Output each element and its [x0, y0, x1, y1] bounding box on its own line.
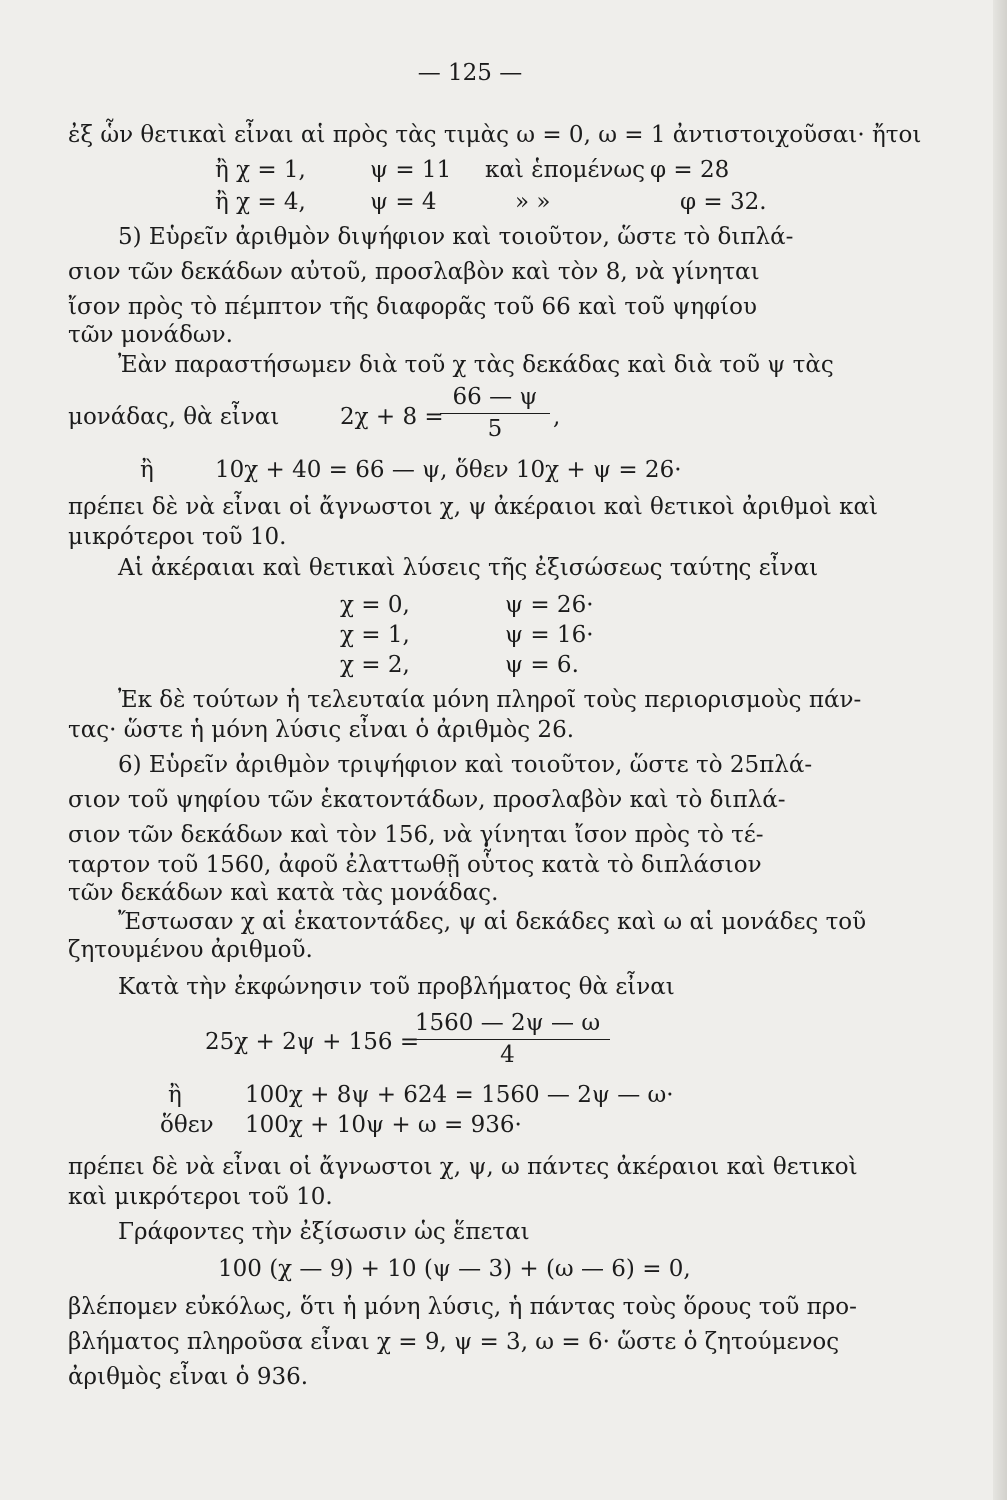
equation-part: 2χ + 8 = — [340, 404, 444, 430]
equation-part: » » — [515, 189, 551, 215]
text-line: Αἱ ἀκέραιαι καὶ θετικαὶ λύσεις τῆς ἐξισώσεως ταύτης εἶναι — [118, 555, 819, 581]
text-line: καὶ μικρότεροι τοῦ 10. — [68, 1184, 333, 1210]
equation-part: 25χ + 2ψ + 156 = — [205, 1029, 420, 1055]
text-line: ζητουμένου ἀριθμοῦ. — [68, 937, 313, 963]
text-line: ἐξ ὧν θετικαὶ εἶναι αἱ πρὸς τὰς τιμὰς ω = 0, ω = 1 ἀντιστοιχοῦσαι· ἤτοι — [68, 122, 922, 148]
text-line: ἀριθμὸς εἶναι ὁ 936. — [68, 1364, 309, 1390]
text-line: ἴσον πρὸς τὸ πέμπτον τῆς διαφορᾶς τοῦ 66 καὶ τοῦ ψηφίου — [68, 294, 757, 320]
fraction-numerator: 1560 — 2ψ — ω — [414, 1010, 601, 1036]
equation-part: ὅθεν 10χ + ψ = 26· — [455, 457, 682, 483]
equation-part: ψ = 11 — [370, 157, 452, 183]
text-line: Ἔστωσαν χ αἱ ἑκατοντάδες, ψ αἱ δεκάδες καὶ ω αἱ μονάδες τοῦ — [118, 909, 867, 935]
text-line: 6) Εὑρεῖν ἀριθμὸν τριψήφιον καὶ τοιοῦτον, ὥστε τὸ 25πλά- — [118, 752, 813, 778]
equation-part: ὅθεν — [160, 1112, 214, 1138]
text-line: Ἐὰν παραστήσωμεν διὰ τοῦ χ τὰς δεκάδας καὶ διὰ τοῦ ψ τὰς — [118, 352, 834, 378]
equation-part: ψ = 16· — [505, 622, 594, 648]
equation-part: 100χ + 8ψ + 624 = 1560 — 2ψ — ω· — [245, 1082, 674, 1108]
text-line: Κατὰ τὴν ἐκφώνησιν τοῦ προβλήματος θὰ εἶναι — [118, 974, 675, 1000]
text-line: 5) Εὑρεῖν ἀριθμὸν διψήφιον καὶ τοιοῦτον, ὥστε τὸ διπλά- — [118, 224, 794, 250]
equation-part: χ = 2, — [340, 652, 410, 678]
text-line: βλέπομεν εὐκόλως, ὅτι ἡ μόνη λύσις, ἡ πάντας τοὺς ὅρους τοῦ προ- — [68, 1294, 857, 1320]
fraction-denominator: 4 — [500, 1042, 515, 1068]
equation-part: χ = 1, — [340, 622, 410, 648]
equation-part: καὶ ἑπομένως — [485, 157, 646, 183]
text-line: πρέπει δὲ νὰ εἶναι οἱ ἄγνωστοι χ, ψ, ω πάντες ἀκέραιοι καὶ θετικοὶ — [68, 1154, 858, 1180]
text-line: σιον τῶν δεκάδων καὶ τὸν 156, νὰ γίνηται ἴσον πρὸς τὸ τέ- — [68, 822, 764, 848]
equation-part: φ = 28 — [650, 157, 730, 183]
text-line: βλήματος πληροῦσα εἶναι χ = 9, ψ = 3, ω = 6· ὥστε ὁ ζητούμενος — [68, 1329, 840, 1355]
text-line: μονάδας, θὰ εἶναι — [68, 404, 280, 430]
equation-part: φ = 32. — [680, 189, 767, 215]
fraction-numerator: 66 — ψ — [452, 384, 538, 410]
equation-part: χ = 0, — [340, 592, 410, 618]
equation-part: ψ = 6. — [505, 652, 579, 678]
text-line: μικρότεροι τοῦ 10. — [68, 524, 287, 550]
text-line: τῶν μονάδων. — [68, 322, 233, 348]
text-line: ταρτον τοῦ 1560, ἀφοῦ ἐλαττωθῇ οὗτος κατὰ τὸ διπλάσιον — [68, 852, 762, 878]
text-line: σιον τοῦ ψηφίου τῶν ἑκατοντάδων, προσλαβὸν καὶ τὸ διπλά- — [68, 787, 786, 813]
page-number: — 125 — — [417, 60, 523, 86]
equation-part: ἢ χ = 1, — [215, 157, 306, 183]
equation-part: ἢ — [168, 1082, 182, 1108]
equation-part: 100 (χ — 9) + 10 (ψ — 3) + (ω — 6) = 0, — [218, 1256, 691, 1282]
text-line: Γράφοντες τὴν ἐξίσωσιν ὡς ἕπεται — [118, 1219, 530, 1245]
equation-part: ψ = 4 — [370, 189, 437, 215]
equation-part: 100χ + 10ψ + ω = 936· — [245, 1112, 522, 1138]
text-line: σιον τῶν δεκάδων αὐτοῦ, προσλαβὸν καὶ τὸν 8, νὰ γίνηται — [68, 259, 760, 285]
equation-part: ἢ χ = 4, — [215, 189, 306, 215]
fraction-denominator: 5 — [487, 416, 503, 442]
equation-part: ψ = 26· — [505, 592, 594, 618]
text-line: πρέπει δὲ νὰ εἶναι οἱ ἄγνωστοι χ, ψ ἀκέραιοι καὶ θετικοὶ ἀριθμοὶ καὶ — [68, 494, 879, 520]
fraction — [405, 1008, 610, 1070]
text-line: Ἐκ δὲ τούτων ἡ τελευταία μόνη πληροῖ τοὺς περιορισμοὺς πάν- — [118, 687, 862, 713]
text-line: τας· ὥστε ἡ μόνη λύσις εἶναι ὁ ἀριθμὸς 26. — [68, 717, 575, 743]
equation-part: 10χ + 40 = 66 — ψ, — [215, 457, 448, 483]
text-line: τῶν δεκάδων καὶ κατὰ τὰς μονάδας. — [68, 880, 499, 906]
page-edge-shadow — [993, 0, 1007, 1500]
equation-part: ἢ — [140, 457, 154, 483]
equation-part: , — [553, 404, 561, 430]
fraction — [440, 382, 550, 444]
